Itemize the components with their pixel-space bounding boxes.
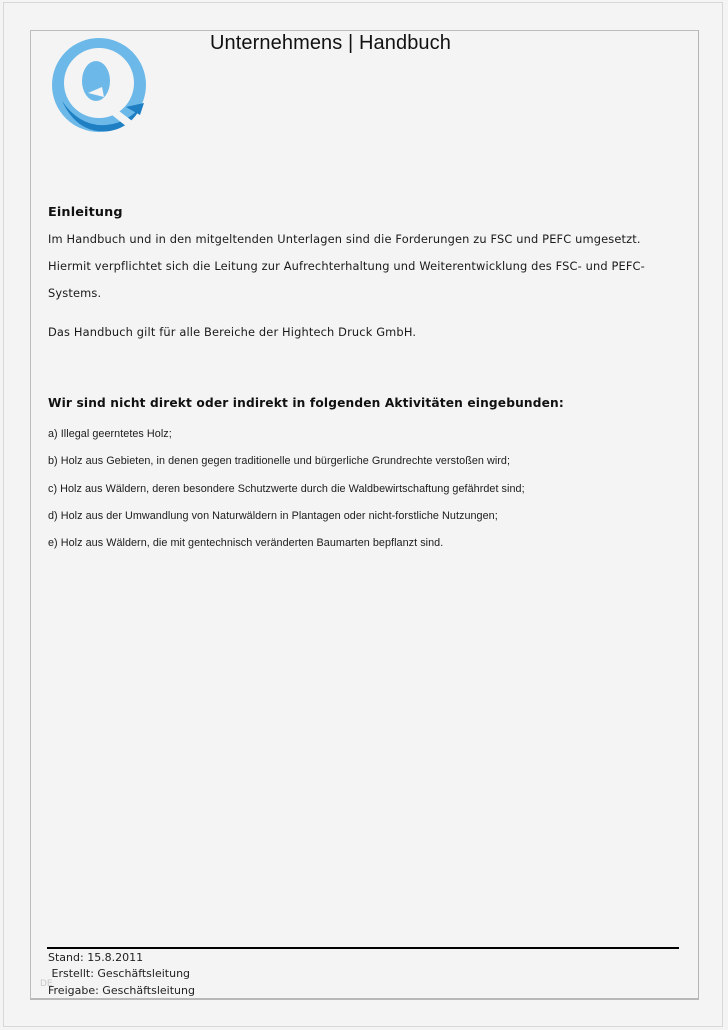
footer-divider	[47, 947, 679, 949]
intro-line-3: Systems.	[48, 286, 102, 300]
activity-item: e) Holz aus Wäldern, die mit gentechnisch veränderten Baumarten bepflanzt sind.	[48, 537, 444, 549]
activity-item: a) Illegal geerntetes Holz;	[48, 428, 172, 440]
q-logo-icon	[48, 31, 152, 139]
footer-erstellt: Erstellt: Geschäftsleitung	[48, 967, 191, 980]
activity-item: b) Holz aus Gebieten, in denen gegen traditionelle und bürgerliche Grundrechte verstoßen wird;	[48, 455, 511, 467]
footer-stand: Stand: 15.8.2011	[48, 951, 144, 964]
document-title: Unternehmens | Handbuch	[210, 32, 451, 54]
footer-freigabe: Freigabe: Geschäftsleitung	[48, 984, 195, 997]
watermark-mark: DE	[40, 979, 53, 989]
activities-heading: Wir sind nicht direkt oder indirekt in folgenden Aktivitäten eingebunden:	[48, 396, 564, 410]
intro-line-1: Im Handbuch und in den mitgeltenden Unterlagen sind die Forderungen zu FSC und PEFC umgesetzt.	[48, 232, 641, 246]
activity-item: c) Holz aus Wäldern, deren besondere Schutzwerte durch die Waldbewirtschaftung gefährdet sind;	[48, 483, 525, 495]
section-heading-einleitung: Einleitung	[48, 205, 123, 220]
scope-statement: Das Handbuch gilt für alle Bereiche der Hightech Druck GmbH.	[48, 325, 417, 339]
activity-item: d) Holz aus der Umwandlung von Naturwäldern in Plantagen oder nicht-forstliche Nutzungen;	[48, 510, 498, 522]
intro-line-2: Hiermit verpflichtet sich die Leitung zur Aufrechterhaltung und Weiterentwicklung des FSC- und PEFC-	[48, 259, 645, 273]
